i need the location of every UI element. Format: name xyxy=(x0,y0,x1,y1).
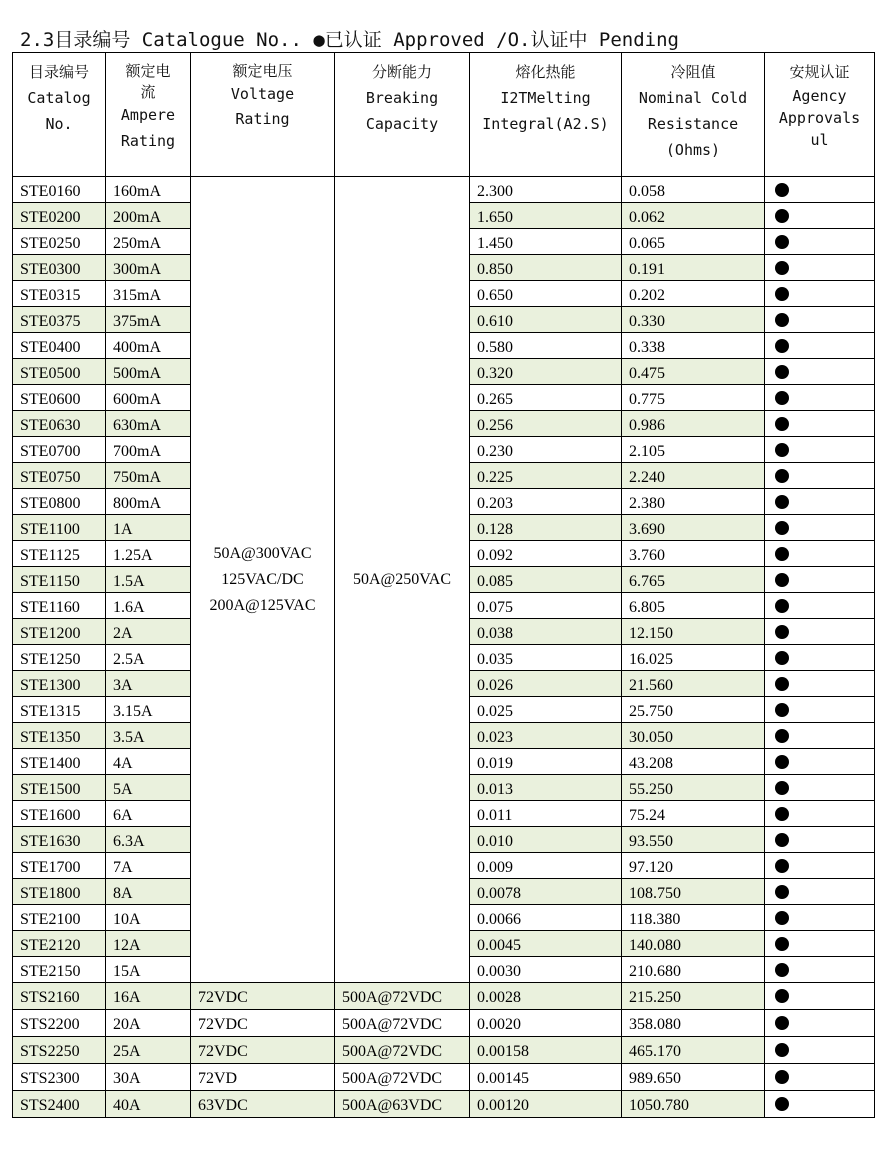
i2t-cell: 1.450 xyxy=(470,229,622,255)
catalog-no-cell: STE0200 xyxy=(13,203,106,229)
resistance-cell: 43.208 xyxy=(622,749,765,775)
resistance-cell: 2.240 xyxy=(622,463,765,489)
resistance-cell: 3.760 xyxy=(622,541,765,567)
resistance-cell: 2.105 xyxy=(622,437,765,463)
i2t-cell: 0.0030 xyxy=(470,957,622,983)
filled-circle-icon xyxy=(775,859,789,873)
ampere-cell: 12A xyxy=(106,931,191,957)
ampere-cell: 1A xyxy=(106,515,191,541)
catalog-no-cell: STE1400 xyxy=(13,749,106,775)
ampere-cell: 10A xyxy=(106,905,191,931)
approval-cell xyxy=(765,749,875,775)
resistance-cell: 0.475 xyxy=(622,359,765,385)
catalog-no-cell: STE0160 xyxy=(13,177,106,203)
i2t-cell: 0.00158 xyxy=(470,1037,622,1064)
i2t-cell: 2.300 xyxy=(470,177,622,203)
approval-cell xyxy=(765,671,875,697)
ampere-cell: 16A xyxy=(106,983,191,1010)
ampere-cell: 315mA xyxy=(106,281,191,307)
i2t-cell: 0.0028 xyxy=(470,983,622,1010)
ampere-cell: 40A xyxy=(106,1091,191,1118)
i2t-cell: 0.0020 xyxy=(470,1010,622,1037)
ampere-cell: 500mA xyxy=(106,359,191,385)
ampere-cell: 250mA xyxy=(106,229,191,255)
catalog-no-cell: STS2200 xyxy=(13,1010,106,1037)
filled-circle-icon xyxy=(775,599,789,613)
catalog-no-cell: STE0375 xyxy=(13,307,106,333)
resistance-cell: 215.250 xyxy=(622,983,765,1010)
resistance-cell: 108.750 xyxy=(622,879,765,905)
i2t-cell: 0.580 xyxy=(470,333,622,359)
catalog-no-cell: STE1700 xyxy=(13,853,106,879)
filled-circle-icon xyxy=(775,625,789,639)
approval-cell xyxy=(765,541,875,567)
resistance-cell: 93.550 xyxy=(622,827,765,853)
approval-cell xyxy=(765,723,875,749)
filled-circle-icon xyxy=(775,651,789,665)
table-row xyxy=(13,1064,875,1091)
filled-circle-icon xyxy=(775,1070,789,1084)
catalog-no-cell: STE2120 xyxy=(13,931,106,957)
ampere-cell: 5A xyxy=(106,775,191,801)
catalog-no-cell: STE0750 xyxy=(13,463,106,489)
i2t-cell: 0.265 xyxy=(470,385,622,411)
filled-circle-icon xyxy=(775,677,789,691)
i2t-cell: 0.085 xyxy=(470,567,622,593)
ampere-cell: 3.5A xyxy=(106,723,191,749)
resistance-cell: 30.050 xyxy=(622,723,765,749)
resistance-cell: 0.986 xyxy=(622,411,765,437)
i2t-cell: 0.019 xyxy=(470,749,622,775)
voltage-rating-cell xyxy=(191,177,335,983)
approval-cell xyxy=(765,437,875,463)
catalog-no-cell: STE0400 xyxy=(13,333,106,359)
resistance-cell: 0.058 xyxy=(622,177,765,203)
table-row xyxy=(13,1037,875,1064)
catalog-no-cell: STS2300 xyxy=(13,1064,106,1091)
filled-circle-icon xyxy=(775,833,789,847)
resistance-cell: 97.120 xyxy=(622,853,765,879)
i2t-cell: 0.320 xyxy=(470,359,622,385)
catalog-no-cell: STE1315 xyxy=(13,697,106,723)
i2t-cell: 0.00120 xyxy=(470,1091,622,1118)
filled-circle-icon xyxy=(775,1043,789,1057)
catalog-no-cell: STE0315 xyxy=(13,281,106,307)
resistance-cell: 6.805 xyxy=(622,593,765,619)
resistance-cell: 75.24 xyxy=(622,801,765,827)
filled-circle-icon xyxy=(775,443,789,457)
catalog-no-cell: STE2150 xyxy=(13,957,106,983)
i2t-cell: 0.0066 xyxy=(470,905,622,931)
approval-cell xyxy=(765,957,875,983)
page-title: 2.3目录编号 Catalogue No.. ●已认证 Approved /O.认证中 Pending xyxy=(20,29,679,51)
approval-cell xyxy=(765,385,875,411)
catalog-no-cell: STE1800 xyxy=(13,879,106,905)
ampere-cell: 8A xyxy=(106,879,191,905)
voltage-rating-cell: 72VDC xyxy=(191,983,335,1010)
table-row xyxy=(13,983,875,1010)
approval-cell xyxy=(765,775,875,801)
approval-cell xyxy=(765,827,875,853)
ampere-cell: 3.15A xyxy=(106,697,191,723)
catalog-no-cell: STS2160 xyxy=(13,983,106,1010)
catalog-no-cell: STE1300 xyxy=(13,671,106,697)
ampere-cell: 600mA xyxy=(106,385,191,411)
approval-cell xyxy=(765,879,875,905)
ampere-cell: 700mA xyxy=(106,437,191,463)
catalog-no-cell: STE1200 xyxy=(13,619,106,645)
ampere-cell: 800mA xyxy=(106,489,191,515)
filled-circle-icon xyxy=(775,1016,789,1030)
ampere-cell: 6.3A xyxy=(106,827,191,853)
breaking-capacity-cell: 50A@250VAC xyxy=(335,177,470,983)
catalog-no-cell: STE0630 xyxy=(13,411,106,437)
approval-cell xyxy=(765,619,875,645)
catalog-no-cell: STE0250 xyxy=(13,229,106,255)
resistance-cell: 989.650 xyxy=(622,1064,765,1091)
approval-cell xyxy=(765,645,875,671)
i2t-cell: 0.023 xyxy=(470,723,622,749)
i2t-cell: 0.850 xyxy=(470,255,622,281)
approval-cell xyxy=(765,463,875,489)
catalog-no-cell: STS2400 xyxy=(13,1091,106,1118)
ampere-cell: 7A xyxy=(106,853,191,879)
header-breaking-capacity: 分断能力 Breaking Capacity xyxy=(335,53,470,177)
voltage-rating-cell: 72VDC xyxy=(191,1037,335,1064)
i2t-cell: 0.230 xyxy=(470,437,622,463)
table-row xyxy=(13,177,875,203)
resistance-cell: 0.062 xyxy=(622,203,765,229)
i2t-cell: 0.025 xyxy=(470,697,622,723)
filled-circle-icon xyxy=(775,209,789,223)
filled-circle-icon xyxy=(775,963,789,977)
filled-circle-icon xyxy=(775,339,789,353)
approval-cell xyxy=(765,567,875,593)
voltage-rating-cell: 72VD xyxy=(191,1064,335,1091)
filled-circle-icon xyxy=(775,1097,789,1111)
i2t-cell: 0.026 xyxy=(470,671,622,697)
resistance-cell: 21.560 xyxy=(622,671,765,697)
resistance-cell: 1050.780 xyxy=(622,1091,765,1118)
voltage-rating-line: 200A@125VAC xyxy=(209,596,316,614)
catalog-no-cell: STE1600 xyxy=(13,801,106,827)
i2t-cell: 0.650 xyxy=(470,281,622,307)
filled-circle-icon xyxy=(775,547,789,561)
approval-cell xyxy=(765,1091,875,1118)
catalog-no-cell: STE1250 xyxy=(13,645,106,671)
i2t-cell: 0.011 xyxy=(470,801,622,827)
catalog-no-cell: STE1160 xyxy=(13,593,106,619)
i2t-cell: 0.128 xyxy=(470,515,622,541)
approval-cell xyxy=(765,359,875,385)
catalog-no-cell: STS2250 xyxy=(13,1037,106,1064)
voltage-rating-cell: 63VDC xyxy=(191,1091,335,1118)
filled-circle-icon xyxy=(775,469,789,483)
filled-circle-icon xyxy=(775,807,789,821)
filled-circle-icon xyxy=(775,495,789,509)
catalog-no-cell: STE0300 xyxy=(13,255,106,281)
approval-cell xyxy=(765,593,875,619)
i2t-cell: 0.013 xyxy=(470,775,622,801)
resistance-cell: 0.065 xyxy=(622,229,765,255)
resistance-cell: 0.330 xyxy=(622,307,765,333)
ampere-cell: 20A xyxy=(106,1010,191,1037)
approval-cell xyxy=(765,229,875,255)
approval-cell xyxy=(765,931,875,957)
resistance-cell: 358.080 xyxy=(622,1010,765,1037)
catalog-no-cell: STE1150 xyxy=(13,567,106,593)
catalog-no-cell: STE1125 xyxy=(13,541,106,567)
breaking-capacity-cell: 500A@72VDC xyxy=(335,1037,470,1064)
resistance-cell: 0.191 xyxy=(622,255,765,281)
catalog-no-cell: STE0500 xyxy=(13,359,106,385)
catalog-no-cell: STE1100 xyxy=(13,515,106,541)
filled-circle-icon xyxy=(775,703,789,717)
catalog-no-cell: STE0800 xyxy=(13,489,106,515)
catalogue-table xyxy=(12,52,875,1118)
approval-cell xyxy=(765,281,875,307)
filled-circle-icon xyxy=(775,885,789,899)
filled-circle-icon xyxy=(775,261,789,275)
header-catalog-no: 目录编号 Catalog No. xyxy=(13,53,106,177)
catalog-no-cell: STE1350 xyxy=(13,723,106,749)
ampere-cell: 1.6A xyxy=(106,593,191,619)
filled-circle-icon xyxy=(775,729,789,743)
catalog-no-cell: STE1630 xyxy=(13,827,106,853)
approval-cell xyxy=(765,333,875,359)
resistance-cell: 465.170 xyxy=(622,1037,765,1064)
resistance-cell: 3.690 xyxy=(622,515,765,541)
ampere-cell: 6A xyxy=(106,801,191,827)
i2t-cell: 0.256 xyxy=(470,411,622,437)
approval-cell xyxy=(765,983,875,1010)
breaking-capacity-cell: 500A@72VDC xyxy=(335,983,470,1010)
resistance-cell: 140.080 xyxy=(622,931,765,957)
approval-cell xyxy=(765,515,875,541)
filled-circle-icon xyxy=(775,521,789,535)
catalog-no-cell: STE2100 xyxy=(13,905,106,931)
i2t-cell: 0.010 xyxy=(470,827,622,853)
resistance-cell: 2.380 xyxy=(622,489,765,515)
filled-circle-icon xyxy=(775,391,789,405)
resistance-cell: 210.680 xyxy=(622,957,765,983)
i2t-cell: 0.203 xyxy=(470,489,622,515)
table-row xyxy=(13,1091,875,1118)
catalog-no-cell: STE0700 xyxy=(13,437,106,463)
filled-circle-icon xyxy=(775,365,789,379)
approval-cell xyxy=(765,411,875,437)
resistance-cell: 0.338 xyxy=(622,333,765,359)
resistance-cell: 0.202 xyxy=(622,281,765,307)
filled-circle-icon xyxy=(775,235,789,249)
header-voltage-rating: 额定电压 Voltage Rating xyxy=(191,53,335,177)
catalog-no-cell: STE0600 xyxy=(13,385,106,411)
ampere-cell: 630mA xyxy=(106,411,191,437)
ampere-cell: 1.5A xyxy=(106,567,191,593)
header-agency-approvals: 安规认证 Agency Approvals ul xyxy=(765,53,875,177)
i2t-cell: 1.650 xyxy=(470,203,622,229)
approval-cell xyxy=(765,801,875,827)
ampere-cell: 750mA xyxy=(106,463,191,489)
breaking-capacity-cell: 500A@72VDC xyxy=(335,1010,470,1037)
ampere-cell: 2.5A xyxy=(106,645,191,671)
header-row xyxy=(13,53,875,177)
ampere-cell: 25A xyxy=(106,1037,191,1064)
resistance-cell: 25.750 xyxy=(622,697,765,723)
filled-circle-icon xyxy=(775,989,789,1003)
ampere-cell: 4A xyxy=(106,749,191,775)
i2t-cell: 0.0078 xyxy=(470,879,622,905)
header-ampere-rating: 额定电 流 Ampere Rating xyxy=(106,53,191,177)
approval-cell xyxy=(765,1064,875,1091)
i2t-cell: 0.092 xyxy=(470,541,622,567)
voltage-rating-cell: 72VDC xyxy=(191,1010,335,1037)
header-cold-resistance: 冷阻值 Nominal Cold Resistance (Ohms) xyxy=(622,53,765,177)
resistance-cell: 118.380 xyxy=(622,905,765,931)
approval-cell xyxy=(765,905,875,931)
i2t-cell: 0.225 xyxy=(470,463,622,489)
i2t-cell: 0.0045 xyxy=(470,931,622,957)
approval-cell xyxy=(765,1037,875,1064)
i2t-cell: 0.009 xyxy=(470,853,622,879)
i2t-cell: 0.075 xyxy=(470,593,622,619)
header-i2t-melting: 熔化热能 I2TMelting Integral(A2.S) xyxy=(470,53,622,177)
filled-circle-icon xyxy=(775,417,789,431)
ampere-cell: 200mA xyxy=(106,203,191,229)
approval-cell xyxy=(765,307,875,333)
approval-cell xyxy=(765,1010,875,1037)
ampere-cell: 400mA xyxy=(106,333,191,359)
i2t-cell: 0.035 xyxy=(470,645,622,671)
resistance-cell: 55.250 xyxy=(622,775,765,801)
approval-cell xyxy=(765,489,875,515)
approval-cell xyxy=(765,203,875,229)
approval-cell xyxy=(765,853,875,879)
filled-circle-icon xyxy=(775,755,789,769)
filled-circle-icon xyxy=(775,287,789,301)
resistance-cell: 12.150 xyxy=(622,619,765,645)
table-row xyxy=(13,1010,875,1037)
filled-circle-icon xyxy=(775,313,789,327)
ampere-cell: 2A xyxy=(106,619,191,645)
ampere-cell: 375mA xyxy=(106,307,191,333)
i2t-cell: 0.00145 xyxy=(470,1064,622,1091)
approval-cell xyxy=(765,255,875,281)
filled-circle-icon xyxy=(775,937,789,951)
approval-cell xyxy=(765,697,875,723)
i2t-cell: 0.038 xyxy=(470,619,622,645)
resistance-cell: 16.025 xyxy=(622,645,765,671)
ampere-cell: 3A xyxy=(106,671,191,697)
filled-circle-icon xyxy=(775,781,789,795)
breaking-capacity-cell: 500A@72VDC xyxy=(335,1064,470,1091)
ampere-cell: 300mA xyxy=(106,255,191,281)
approval-cell xyxy=(765,177,875,203)
voltage-rating-line: 50A@300VAC xyxy=(213,544,312,562)
ampere-cell: 1.25A xyxy=(106,541,191,567)
voltage-rating-line: 125VAC/DC xyxy=(221,570,304,588)
resistance-cell: 6.765 xyxy=(622,567,765,593)
i2t-cell: 0.610 xyxy=(470,307,622,333)
filled-circle-icon xyxy=(775,573,789,587)
breaking-capacity-cell: 500A@63VDC xyxy=(335,1091,470,1118)
ampere-cell: 30A xyxy=(106,1064,191,1091)
resistance-cell: 0.775 xyxy=(622,385,765,411)
ampere-cell: 15A xyxy=(106,957,191,983)
filled-circle-icon xyxy=(775,911,789,925)
ampere-cell: 160mA xyxy=(106,177,191,203)
catalog-no-cell: STE1500 xyxy=(13,775,106,801)
filled-circle-icon xyxy=(775,183,789,197)
